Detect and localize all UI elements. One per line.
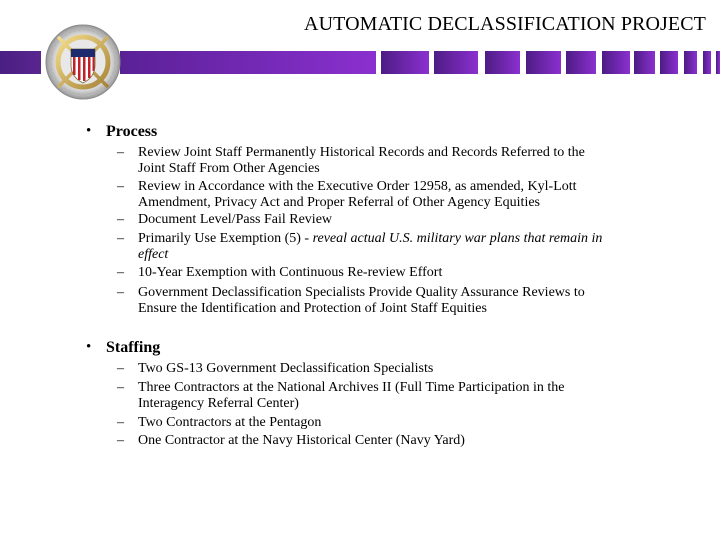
bar-segment (684, 51, 697, 74)
item-line: Three Contractors at the National Archives II (Full Time Participation in the (138, 380, 565, 395)
dash-icon: – (117, 179, 124, 194)
section-heading: Staffing (106, 339, 161, 356)
header-bar-left (0, 51, 41, 74)
bar-segment (716, 51, 720, 74)
section-heading: Process (106, 123, 158, 140)
bar-segment (660, 51, 678, 74)
dash-icon: – (117, 212, 124, 227)
item-line: Review Joint Staff Permanently Historical Records and Records Referred to the (138, 145, 585, 160)
bar-segment (381, 51, 429, 74)
dash-icon: – (117, 433, 124, 448)
bullet-icon: • (86, 123, 92, 139)
item-line: 10-Year Exemption with Continuous Re-review Effort (138, 265, 443, 280)
dash-icon: – (117, 380, 124, 395)
joint-chiefs-seal-icon (44, 23, 122, 101)
bar-segment (703, 51, 711, 74)
item-prefix: Primarily Use Exemption (5) - (138, 231, 313, 246)
dash-icon: – (117, 231, 124, 246)
bar-segment (566, 51, 596, 74)
item-line (138, 247, 698, 263)
bar-segment (434, 51, 478, 74)
item-line: Two GS-13 Government Declassification Specialists (138, 361, 434, 376)
item-italic: reveal actual U.S. military war plans that remain in (312, 231, 603, 246)
item-line: Review in Accordance with the Executive Order 12958, as amended, Kyl-Lott (138, 179, 577, 194)
item-line: Amendment, Privacy Act and Proper Referral of Other Agency Equities (138, 194, 540, 210)
item-italic: effect (138, 246, 169, 262)
header-bar-main (120, 51, 376, 74)
dash-icon: – (117, 145, 124, 160)
item-line: One Contractor at the Navy Historical Center (Navy Yard) (138, 433, 465, 448)
item-line: Interagency Referral Center) (138, 395, 299, 411)
bar-segment (634, 51, 655, 74)
slide-title: AUTOMATIC DECLASSIFICATION PROJECT (304, 13, 706, 35)
dash-icon: – (117, 361, 124, 376)
dash-icon: – (117, 285, 124, 300)
item-line: Ensure the Identification and Protection of Joint Staff Equities (138, 300, 487, 316)
bar-segment (526, 51, 561, 74)
item-line: Joint Staff From Other Agencies (138, 160, 320, 176)
dash-icon: – (117, 265, 124, 280)
item-line: Two Contractors at the Pentagon (138, 415, 322, 430)
bullet-icon: • (86, 339, 92, 355)
bar-segment (485, 51, 520, 74)
item-line (138, 231, 698, 247)
item-line: Document Level/Pass Fail Review (138, 212, 333, 227)
dash-icon: – (117, 415, 124, 430)
item-line: Government Declassification Specialists Provide Quality Assurance Reviews to (138, 285, 585, 300)
bar-segment (602, 51, 630, 74)
